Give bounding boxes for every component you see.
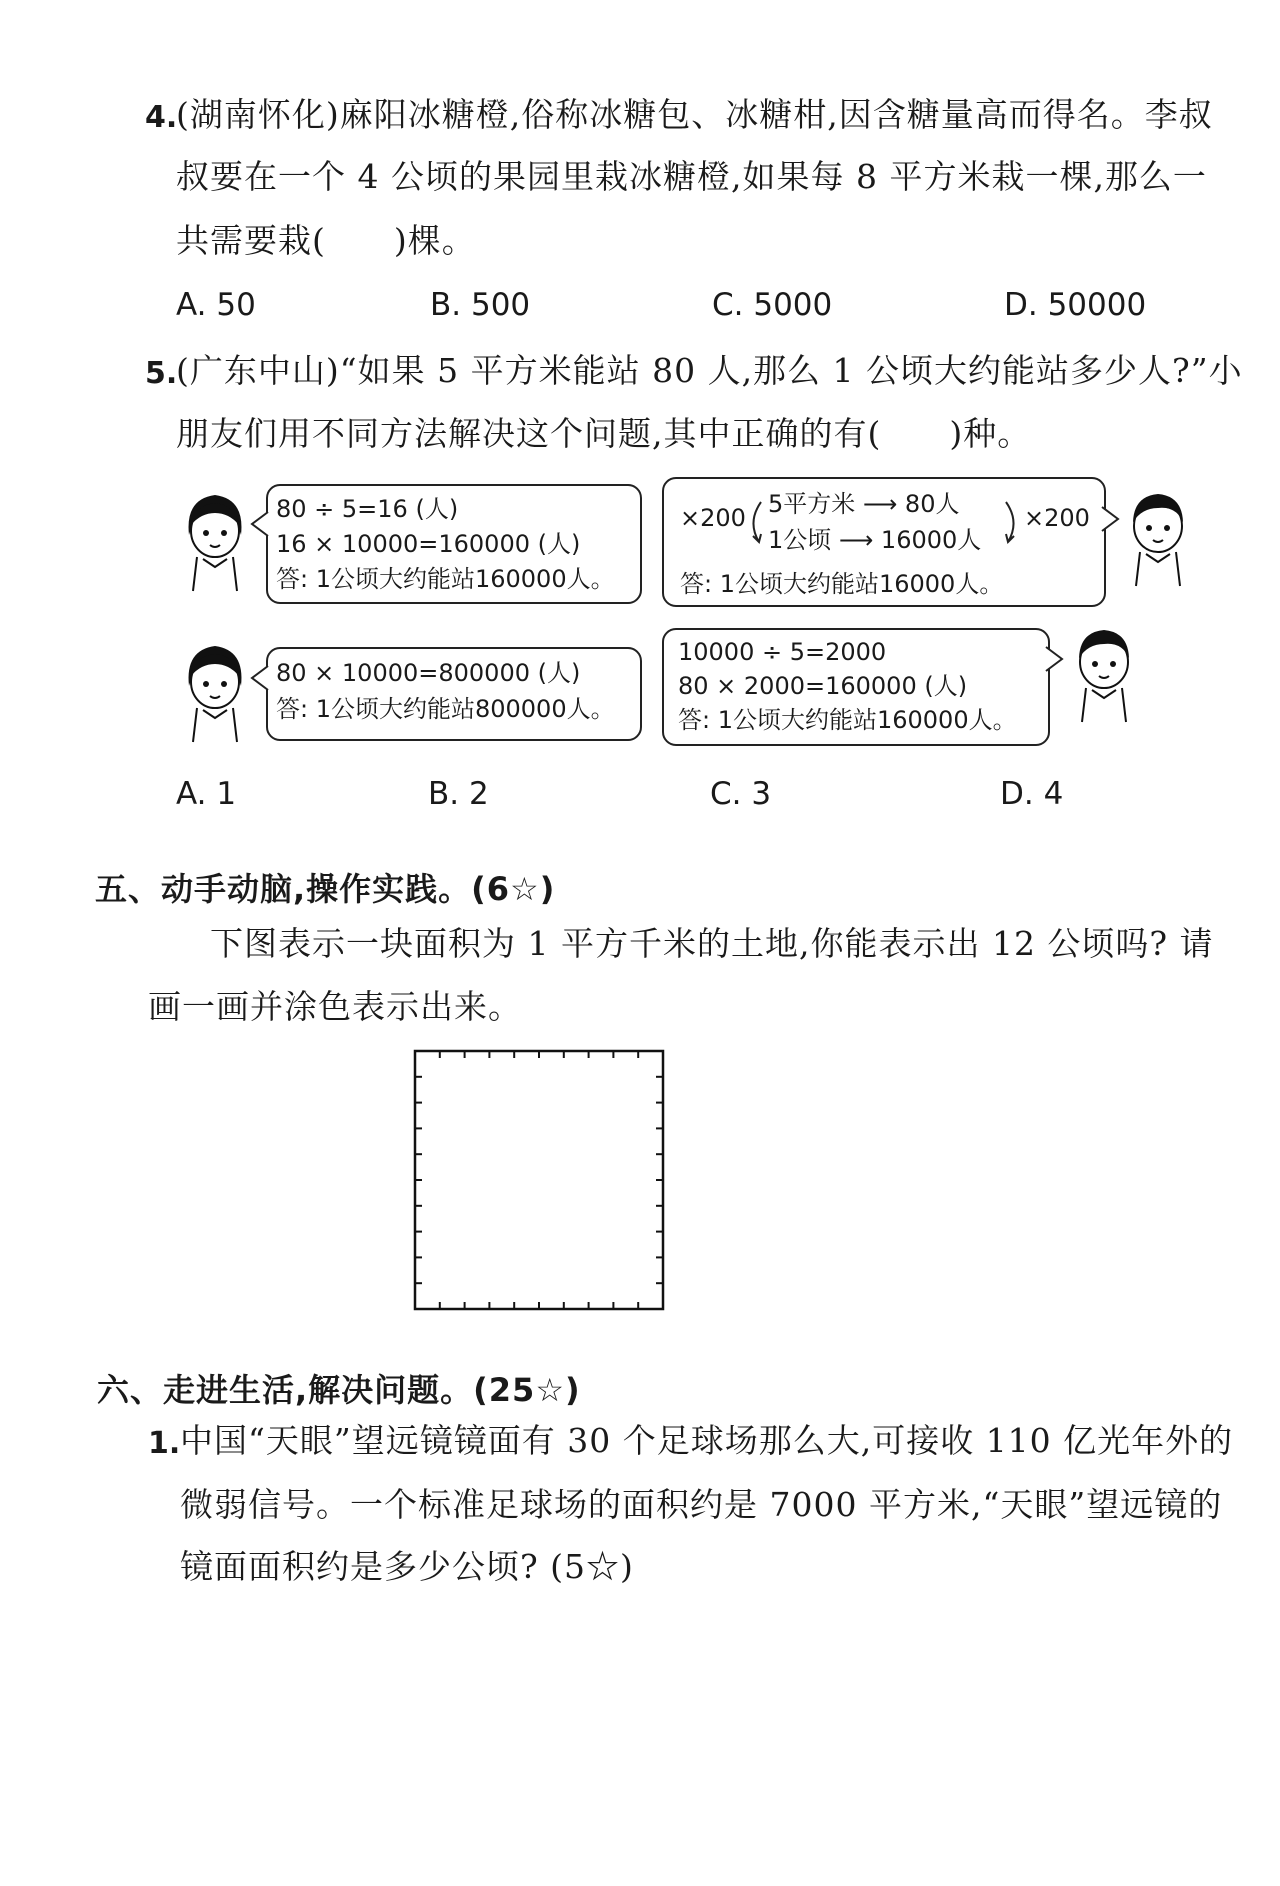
question-5-line-1: (广东中山)“如果 5 平方米能站 80 人,那么 1 公顷大约能站多少人?”小 <box>176 351 1243 390</box>
land-square-grid[interactable] <box>412 1048 666 1312</box>
bubble-2-top-relation: 5平方米 ⟶ 80人 <box>768 490 960 518</box>
bubble-3-tail <box>250 664 270 694</box>
bubble-2-left-bracket-arrow <box>745 498 765 548</box>
bubble-3-line-1: 80 × 10000=800000 (人) <box>276 659 581 687</box>
bubble-1-line-2: 16 × 10000=160000 (人) <box>276 530 581 558</box>
boy-illustration-1 <box>1118 482 1198 592</box>
q4-option-c[interactable]: C. 5000 <box>712 287 833 323</box>
question-6-1-line-3: 镜面面积约是多少公顷? (5☆) <box>180 1547 634 1586</box>
bubble-3-answer: 答: 1公顷大约能站800000人。 <box>276 695 615 723</box>
bubble-2-answer: 答: 1公顷大约能站16000人。 <box>680 570 1004 598</box>
bubble-2-left-multiplier: ×200 <box>680 504 746 532</box>
bubble-4-line-1: 10000 ÷ 5=2000 <box>678 638 887 666</box>
section-5-title: 五、动手动脑,操作实践。(6☆) <box>95 870 556 908</box>
question-6-1-line-1: 中国“天眼”望远镜镜面有 30 个足球场那么大,可接收 110 亿光年外的 <box>180 1421 1234 1460</box>
q4-option-d[interactable]: D. 50000 <box>1004 287 1147 323</box>
q5-option-a[interactable]: A. 1 <box>176 776 237 812</box>
question-4-line-2: 叔要在一个 4 公顷的果园里栽冰糖橙,如果每 8 平方米栽一棵,那么一 <box>176 157 1207 196</box>
question-4-line-1: (湖南怀化)麻阳冰糖橙,俗称冰糖包、冰糖柑,因含糖量高而得名。李叔 <box>176 95 1213 134</box>
question-5-line-2: 朋友们用不同方法解决这个问题,其中正确的有( )种。 <box>176 414 1032 453</box>
section-6-title: 六、走进生活,解决问题。(25☆) <box>97 1371 581 1409</box>
bubble-4-tail <box>1044 645 1064 675</box>
question-6-1-number: 1. <box>148 1426 181 1461</box>
girl-illustration-1 <box>175 487 255 597</box>
bubble-4-answer: 答: 1公顷大约能站160000人。 <box>678 706 1017 734</box>
q4-option-a[interactable]: A. 50 <box>176 287 256 323</box>
q4-option-b[interactable]: B. 500 <box>430 287 531 323</box>
q5-option-b[interactable]: B. 2 <box>428 776 489 812</box>
bubble-1-tail <box>250 510 270 540</box>
q5-option-d[interactable]: D. 4 <box>1000 776 1064 812</box>
question-4-line-3: 共需要栽( )棵。 <box>176 221 476 260</box>
question-4-number: 4. <box>145 100 178 135</box>
question-5-number: 5. <box>145 356 178 391</box>
girl-illustration-2 <box>175 638 255 748</box>
section-5-line-1: 下图表示一块面积为 1 平方千米的土地,你能表示出 12 公顷吗? 请 <box>210 924 1214 963</box>
q5-option-c[interactable]: C. 3 <box>710 776 772 812</box>
bubble-4-line-2: 80 × 2000=160000 (人) <box>678 672 968 700</box>
bubble-2-tail <box>1100 505 1120 535</box>
bubble-1-answer: 答: 1公顷大约能站160000人。 <box>276 565 615 593</box>
bubble-2-right-bracket-arrow <box>1002 498 1022 548</box>
bubble-1-line-1: 80 ÷ 5=16 (人) <box>276 495 459 523</box>
bubble-2-right-multiplier: ×200 <box>1024 504 1090 532</box>
bubble-2-bottom-relation: 1公顷 ⟶ 16000人 <box>768 526 982 554</box>
boy-illustration-2 <box>1064 618 1144 728</box>
question-6-1-line-2: 微弱信号。一个标准足球场的面积约是 7000 平方米,“天眼”望远镜的 <box>180 1485 1223 1524</box>
section-5-line-2: 画一画并涂色表示出来。 <box>148 987 522 1026</box>
